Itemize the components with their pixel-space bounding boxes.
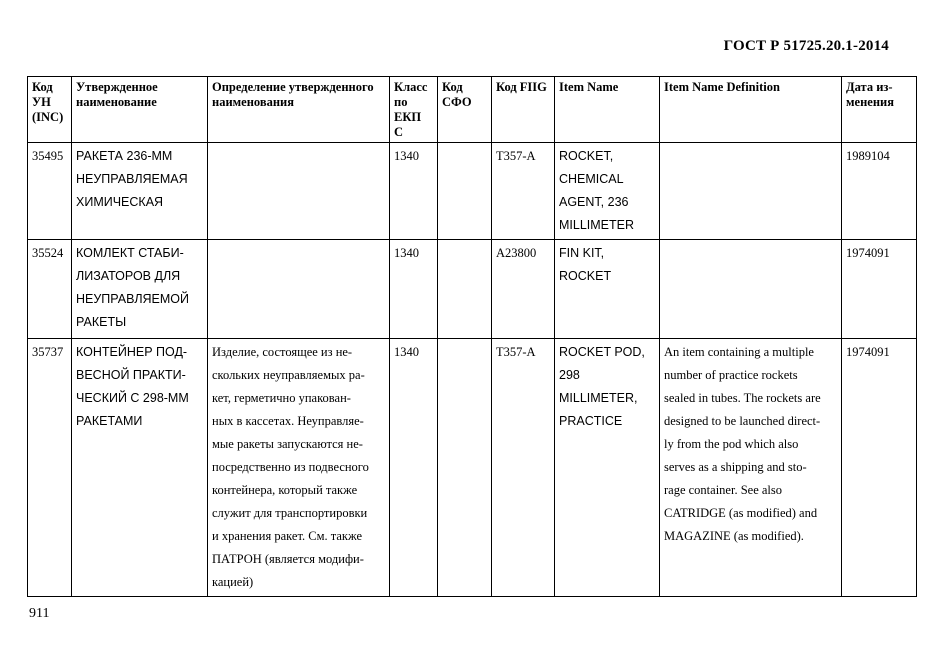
cell-fiig: T357-A bbox=[492, 143, 555, 240]
definition-line: кацией) bbox=[212, 575, 254, 589]
name-line: ВЕСНОЙ ПРАКТИ- bbox=[76, 368, 186, 382]
name-line: РАКЕТА 236-ММ bbox=[76, 149, 173, 163]
cell-code: 35495 bbox=[28, 143, 72, 240]
cell-approved-name bbox=[72, 240, 208, 339]
column-header-item-name-definition: Item Name Definition bbox=[660, 77, 842, 143]
item-name-line: ROCKET, bbox=[559, 149, 614, 163]
cell-change-date: 1974091 bbox=[842, 240, 917, 339]
cell-class: 1340 bbox=[390, 339, 438, 597]
definition-line: посредственно из подвесного bbox=[212, 460, 369, 474]
cell-change-date: 1974091 bbox=[842, 339, 917, 597]
name-line: ЧЕСКИЙ С 298-ММ bbox=[76, 391, 189, 405]
name-line: НЕУПРАВЛЯЕМОЙ bbox=[76, 292, 190, 306]
column-header-fiig: Код FIIG bbox=[492, 77, 555, 143]
cell-class: 1340 bbox=[390, 143, 438, 240]
page-number: 911 bbox=[29, 606, 50, 621]
item-name-line: 298 bbox=[559, 368, 580, 382]
cell-sfo bbox=[438, 240, 492, 339]
cell-item-name bbox=[555, 240, 660, 339]
definition-line: контейнера, который также bbox=[212, 483, 358, 497]
definition-line: и хранения ракет. См. также bbox=[212, 529, 362, 543]
cell-definition bbox=[208, 339, 390, 597]
item-definition-line: number of practice rockets bbox=[664, 368, 798, 382]
catalog-table bbox=[27, 76, 917, 597]
table-row bbox=[28, 339, 917, 597]
column-header-class: Класс по ЕКП С bbox=[390, 77, 438, 143]
column-header-definition: Определение утвержденного наименования bbox=[208, 77, 390, 143]
item-definition-line: serves as a shipping and sto- bbox=[664, 460, 807, 474]
cell-item-name-definition bbox=[660, 143, 842, 240]
column-header-approved-name: Утвержденное наименование bbox=[72, 77, 208, 143]
column-header-inc: Код УН (INC) bbox=[28, 77, 72, 143]
definition-line: ных в кассетах. Неуправляе- bbox=[212, 414, 364, 428]
name-line: РАКЕТАМИ bbox=[76, 414, 143, 428]
name-line: РАКЕТЫ bbox=[76, 315, 127, 329]
item-name-line: PRACTICE bbox=[559, 414, 623, 428]
name-line: ХИМИЧЕСКАЯ bbox=[76, 195, 164, 209]
name-line: ЛИЗАТОРОВ ДЛЯ bbox=[76, 269, 181, 283]
cell-item-name bbox=[555, 143, 660, 240]
table-row bbox=[28, 143, 917, 240]
definition-line: ПАТРОН (является модифи- bbox=[212, 552, 364, 566]
cell-sfo bbox=[438, 339, 492, 597]
definition-line: Изделие, состоящее из не- bbox=[212, 345, 353, 359]
cell-class: 1340 bbox=[390, 240, 438, 339]
name-line: НЕУПРАВЛЯЕМАЯ bbox=[76, 172, 188, 186]
item-name-line: CHEMICAL bbox=[559, 172, 624, 186]
cell-approved-name bbox=[72, 143, 208, 240]
cell-definition bbox=[208, 240, 390, 339]
item-name-line: ROCKET bbox=[559, 269, 612, 283]
table-row bbox=[28, 240, 917, 339]
item-definition-line: rage container. See also bbox=[664, 483, 783, 497]
table-header-row bbox=[28, 77, 917, 143]
definition-line: мые ракеты запускаются не- bbox=[212, 437, 363, 451]
cell-sfo bbox=[438, 143, 492, 240]
name-line: КОМЛЕКТ СТАБИ- bbox=[76, 246, 184, 260]
item-definition-line: CATRIDGE (as modified) and bbox=[664, 506, 818, 520]
cell-code: 35737 bbox=[28, 339, 72, 597]
column-header-change-date: Дата из- менения bbox=[842, 77, 917, 143]
definition-line: скольких неуправляемых ра- bbox=[212, 368, 365, 382]
column-header-sfo: Код СФО bbox=[438, 77, 492, 143]
cell-fiig: T357-A bbox=[492, 339, 555, 597]
item-definition-line: designed to be launched direct- bbox=[664, 414, 821, 428]
cell-item-name-definition bbox=[660, 339, 842, 597]
name-line: КОНТЕЙНЕР ПОД- bbox=[76, 345, 188, 359]
cell-code: 35524 bbox=[28, 240, 72, 339]
cell-definition bbox=[208, 143, 390, 240]
cell-item-name bbox=[555, 339, 660, 597]
definition-line: кет, герметично упакован- bbox=[212, 391, 351, 405]
cell-item-name-definition bbox=[660, 240, 842, 339]
cell-change-date: 1989104 bbox=[842, 143, 917, 240]
item-name-line: MILLIMETER bbox=[559, 218, 635, 232]
item-definition-line: MAGAZINE (as modified). bbox=[664, 529, 804, 543]
definition-line: служит для транспортировки bbox=[212, 506, 368, 520]
cell-approved-name bbox=[72, 339, 208, 597]
item-definition-line: ly from the pod which also bbox=[664, 437, 799, 451]
cell-fiig: A23800 bbox=[492, 240, 555, 339]
item-definition-line: sealed in tubes. The rockets are bbox=[664, 391, 821, 405]
item-name-line: FIN KIT, bbox=[559, 246, 605, 260]
item-name-line: MILLIMETER, bbox=[559, 391, 638, 405]
item-name-line: AGENT, 236 bbox=[559, 195, 629, 209]
item-definition-line: An item containing a multiple bbox=[664, 345, 814, 359]
item-name-line: ROCKET POD, bbox=[559, 345, 645, 359]
column-header-item-name: Item Name bbox=[555, 77, 660, 143]
document-standard-code: ГОСТ Р 51725.20.1-2014 bbox=[723, 38, 889, 54]
